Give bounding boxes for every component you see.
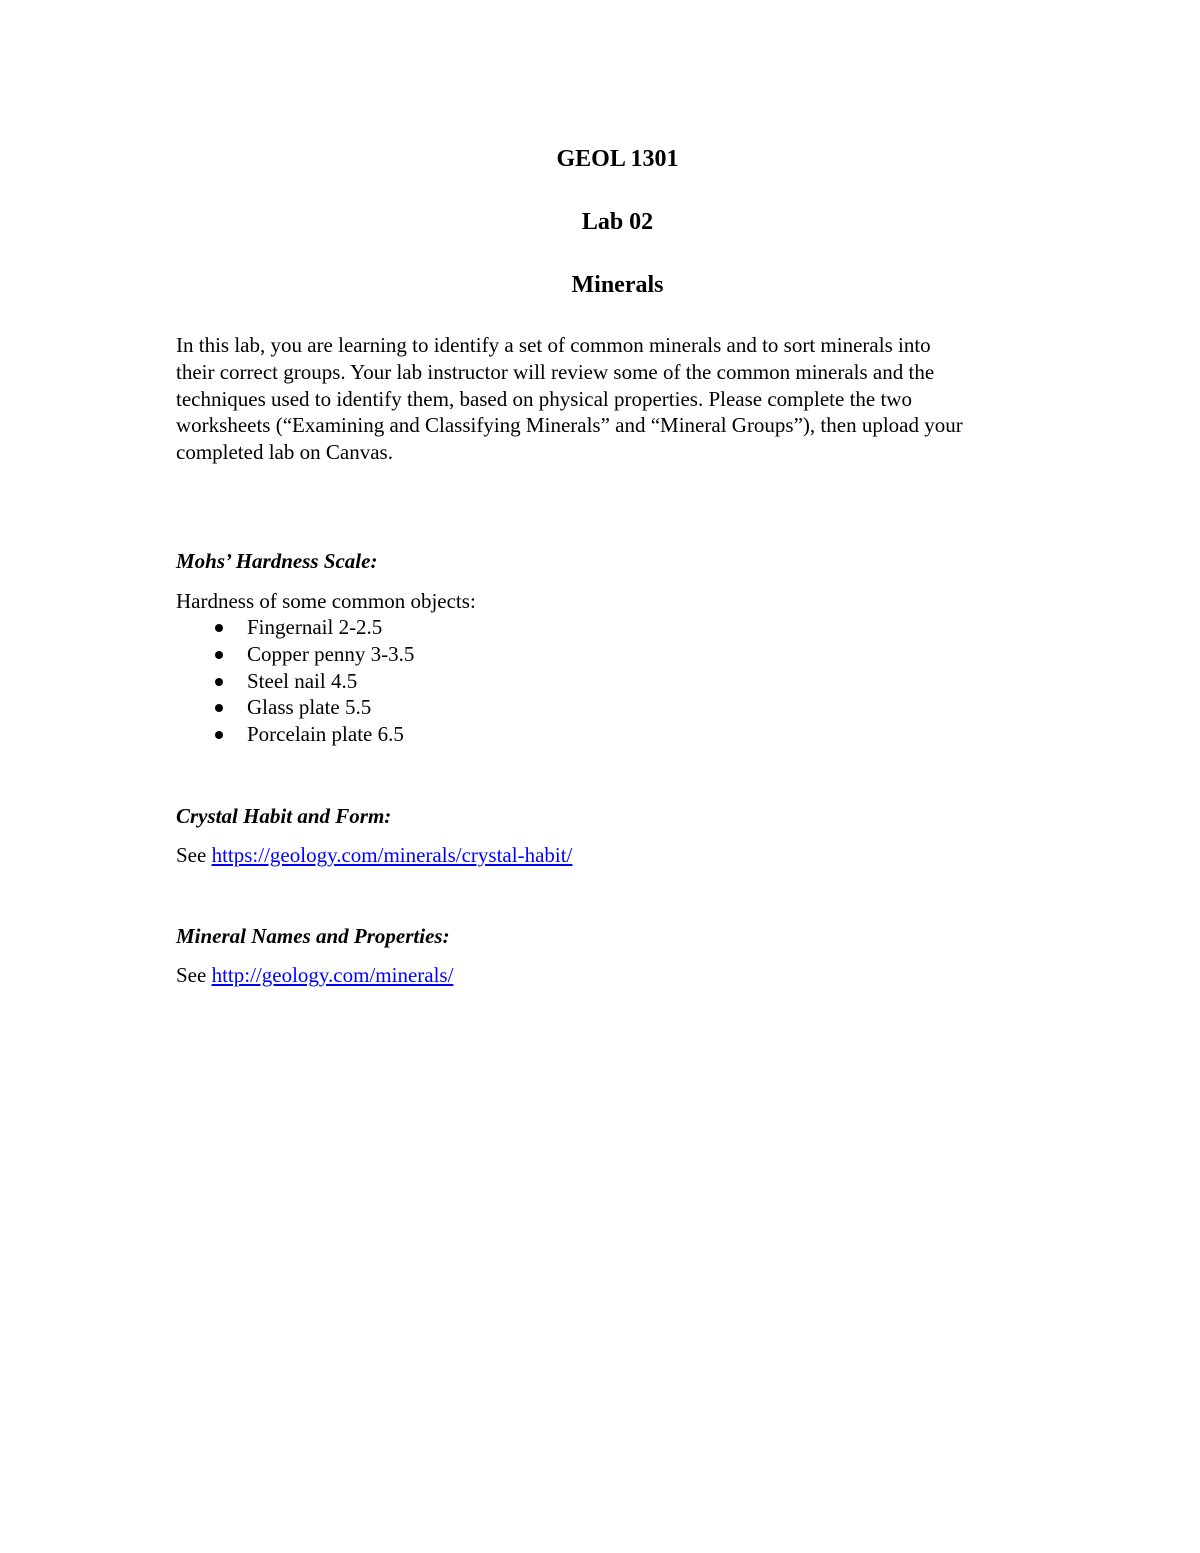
crystal-heading: Crystal Habit and Form: xyxy=(176,804,392,828)
see-label: See xyxy=(176,843,212,867)
intro-line: techniques used to identify them, based on physical properties. Please complete the two xyxy=(176,386,912,411)
bullet-icon xyxy=(215,651,223,659)
crystal-see-line xyxy=(176,842,572,868)
list-item xyxy=(176,694,414,721)
list-item-text: Copper penny 3-3.5 xyxy=(247,641,415,666)
hardness-intro: Hardness of some common objects: xyxy=(176,589,476,613)
list-item-text: Steel nail 4.5 xyxy=(247,668,358,693)
list-item xyxy=(176,614,414,641)
course-title: GEOL 1301 xyxy=(556,146,679,172)
see-label: See xyxy=(176,963,212,987)
bullet-icon xyxy=(215,624,223,632)
intro-line: their correct groups. Your lab instructor will review some of the common minerals and the xyxy=(176,359,935,384)
lab-title: Lab 02 xyxy=(581,209,654,235)
names-see-line xyxy=(176,962,453,988)
crystal-habit-link[interactable]: https://geology.com/minerals/crystal-habit/ xyxy=(211,843,573,867)
bullet-icon xyxy=(215,678,223,686)
list-item xyxy=(176,668,414,695)
list-item xyxy=(176,721,414,748)
bullet-icon xyxy=(215,704,223,712)
topic-title: Minerals xyxy=(571,272,664,298)
mohs-heading: Mohs’ Hardness Scale: xyxy=(176,549,378,573)
names-heading: Mineral Names and Properties: xyxy=(176,924,450,948)
list-item-text: Fingernail 2-2.5 xyxy=(247,615,383,639)
list-item-text: Glass plate 5.5 xyxy=(247,695,372,720)
intro-line: completed lab on Canvas. xyxy=(176,440,393,465)
bullet-icon xyxy=(215,731,223,739)
list-item-text: Porcelain plate 6.5 xyxy=(247,722,404,747)
list-item xyxy=(176,641,414,668)
intro-line: In this lab, you are learning to identify a set of common minerals and to sort minerals into xyxy=(176,333,931,357)
intro-line: worksheets (“Examining and Classifying Minerals” and “Mineral Groups”), then upload your xyxy=(176,413,963,438)
intro-paragraph xyxy=(176,332,1076,466)
hardness-list xyxy=(176,614,414,748)
minerals-link[interactable]: http://geology.com/minerals/ xyxy=(211,963,454,987)
